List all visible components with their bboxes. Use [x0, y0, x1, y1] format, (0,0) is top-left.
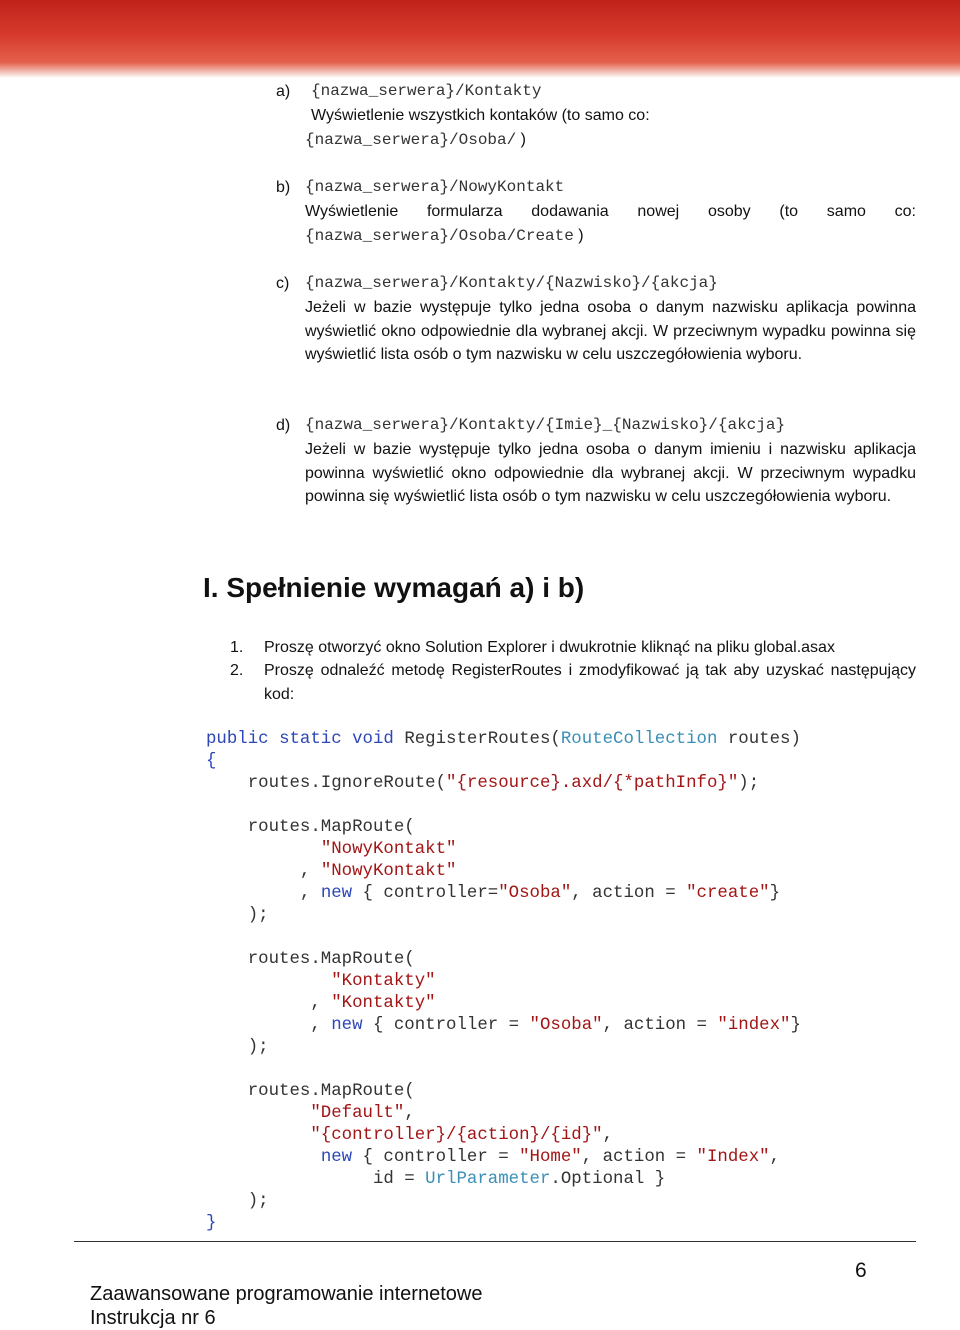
code-method: RegisterRoutes(	[404, 730, 561, 749]
item-equiv-url: {nazwa_serwera}/Osoba/	[305, 130, 517, 149]
step-number: 2.	[230, 662, 244, 679]
step-number: 1.	[230, 639, 244, 656]
item-description: Jeżeli w bazie występuje tylko jedna osoba o danym imieniu i nazwisku aplikacja powinna wyświetlić okno odpowiednie dla wybranej akcji. W przeciwnym wypadku powinna się wyświetlić lista osób o tym nazwisku w celu uszczegółowienia wyboru.	[305, 440, 916, 506]
code-text: ,	[299, 884, 321, 903]
code-text: routes)	[717, 730, 801, 749]
code-text: , action =	[602, 1016, 718, 1035]
code-keyword: void	[352, 730, 394, 749]
list-item-d	[276, 414, 916, 509]
code-string: "Kontakty"	[331, 994, 436, 1013]
code-text: { controller =	[362, 1016, 530, 1035]
code-text: ,	[299, 862, 321, 881]
code-string: "{controller}/{action}/{id}"	[310, 1126, 603, 1145]
item-equiv-url: {nazwa_serwera}/Osoba/Create	[305, 226, 574, 245]
code-text: { controller =	[352, 1148, 520, 1167]
code-string: "Default"	[310, 1104, 405, 1123]
item-label: b)	[276, 179, 291, 196]
code-text: .Optional }	[550, 1170, 666, 1189]
code-keyword: new	[320, 1148, 353, 1167]
item-url: {nazwa_serwera}/Kontakty/{Imie}_{Nazwisko}/{akcja}	[305, 416, 786, 434]
code-string: "{resource}.axd/{*pathInfo}"	[446, 774, 739, 793]
code-text: );	[247, 906, 269, 925]
code-text: }	[790, 1016, 801, 1035]
step-1	[230, 636, 916, 660]
code-keyword: public	[206, 730, 269, 749]
item-description: Wyświetlenie wszystkich kontaków (to samo co:	[311, 106, 650, 124]
code-string: "Osoba"	[529, 1016, 603, 1035]
code-string: "Osoba"	[498, 884, 572, 903]
code-text: );	[738, 774, 760, 793]
code-string: "Home"	[519, 1148, 582, 1167]
list-item-a	[276, 80, 916, 152]
code-brace: }	[206, 1214, 217, 1233]
code-text: , action =	[581, 1148, 697, 1167]
code-text: routes.MapRoute(	[247, 1082, 415, 1101]
code-text: }	[769, 884, 781, 903]
item-label: c)	[276, 275, 290, 292]
code-block	[206, 729, 801, 1235]
footer-course-title: Zaawansowane programowanie internetowe	[90, 1283, 483, 1305]
code-string: "Index"	[696, 1148, 770, 1167]
item-equiv-close: )	[573, 226, 584, 244]
code-type: RouteCollection	[560, 730, 718, 749]
step-text: Proszę otworzyć okno Solution Explorer i dwukrotnie kliknąć na pliku global.asax	[264, 639, 835, 656]
section-heading: I. Spełnienie wymagań a) i b)	[203, 572, 585, 603]
header-band	[0, 0, 960, 78]
code-string: "NowyKontakt"	[320, 840, 457, 859]
code-string: "NowyKontakt"	[320, 862, 457, 881]
step-text: Proszę odnaleźć metodę RegisterRoutes i zmodyfikować ją tak aby uzyskać następujący kod:	[264, 662, 916, 703]
code-keyword: new	[320, 884, 353, 903]
item-equiv-close: )	[516, 130, 527, 148]
footer-instruction-number: Instrukcja nr 6	[90, 1307, 216, 1329]
item-description: Jeżeli w bazie występuje tylko jedna osoba o danym nazwisku aplikacja powinna wyświetlić okno odpowiednie dla wybranej akcji. W przeciwnym wypadku powinna się wyświetlić lista osób o tym nazwisku w celu uszczegółowienia wyboru.	[305, 298, 916, 364]
code-text: routes.IgnoreRoute(	[247, 774, 447, 793]
code-text: ,	[602, 1126, 614, 1145]
code-text: ,	[769, 1148, 781, 1167]
page-number: 6	[855, 1259, 867, 1282]
code-string: "create"	[686, 884, 770, 903]
code-text: ,	[404, 1104, 415, 1123]
footer-divider	[74, 1241, 916, 1242]
code-text: routes.MapRoute(	[247, 950, 415, 969]
item-label: d)	[276, 417, 291, 434]
item-url: {nazwa_serwera}/Kontakty/{Nazwisko}/{akcja}	[305, 274, 718, 292]
code-text: );	[247, 1192, 269, 1211]
item-url: {nazwa_serwera}/NowyKontakt	[305, 178, 565, 196]
code-type: UrlParameter	[425, 1170, 551, 1189]
item-description: Wyświetlenie formularza dodawania nowej osoby (to samo co:	[305, 202, 916, 220]
code-string: "Kontakty"	[331, 972, 436, 991]
code-keyword: new	[331, 1016, 363, 1035]
item-label: a)	[276, 83, 291, 100]
code-text: id =	[372, 1170, 426, 1189]
code-brace: {	[206, 752, 217, 771]
code-text: ,	[310, 994, 332, 1013]
code-string: "index"	[717, 1016, 791, 1035]
code-text: , action =	[571, 884, 687, 903]
step-2	[230, 659, 916, 707]
code-text: { controller=	[352, 884, 499, 903]
item-url: {nazwa_serwera}/Kontakty	[311, 82, 542, 100]
code-keyword: static	[279, 730, 342, 749]
code-text: routes.MapRoute(	[247, 818, 415, 837]
list-item-b	[276, 176, 916, 248]
list-item-c	[276, 272, 916, 367]
code-text: );	[247, 1038, 269, 1057]
code-text: ,	[310, 1016, 332, 1035]
